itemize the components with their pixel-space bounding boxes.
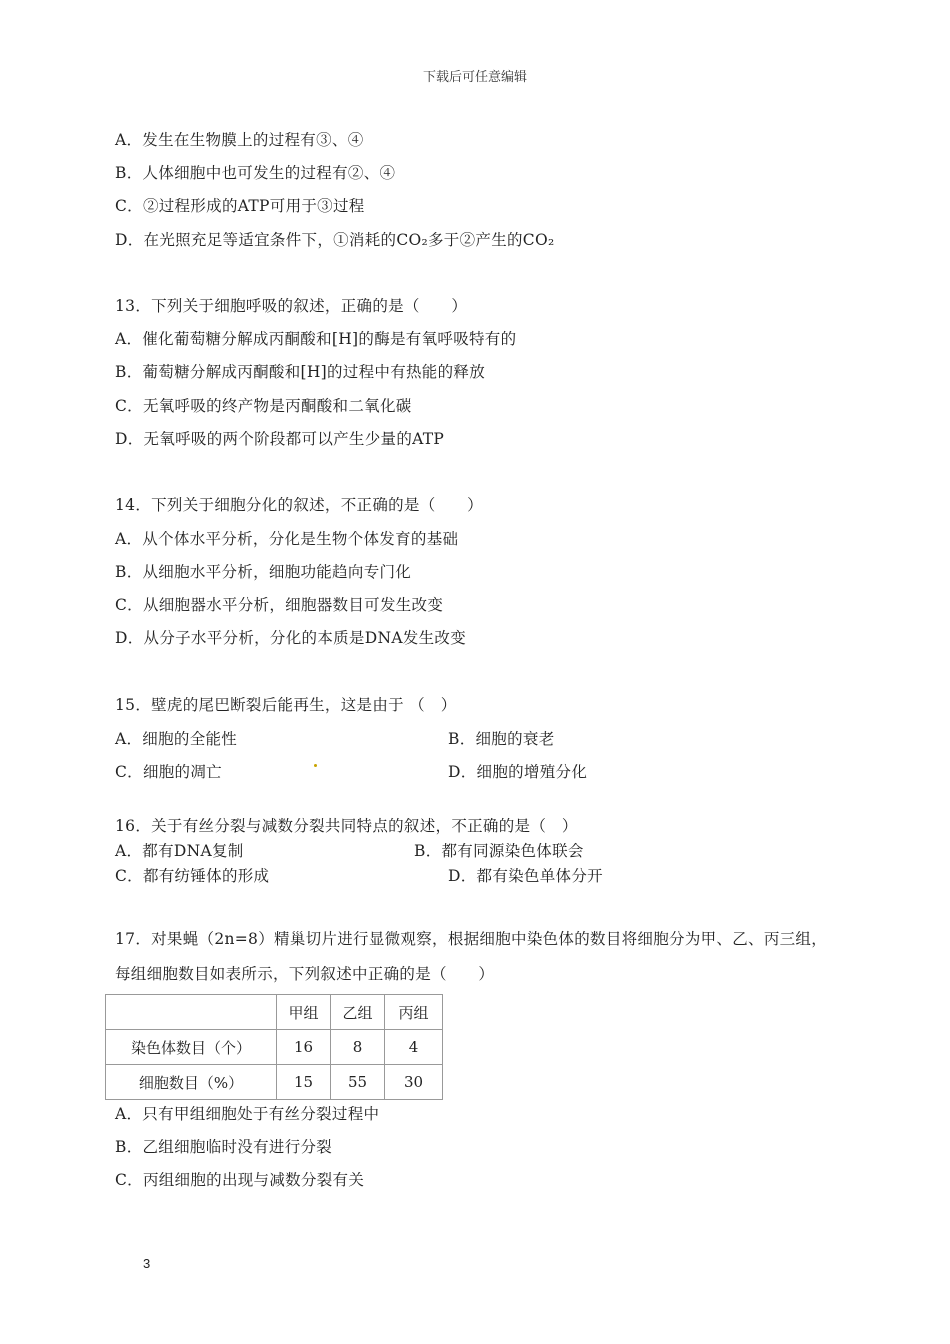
q17-stem-line1: 17．对果蝇（2n=8）精巢切片进行显微观察，根据细胞中染色体的数目将细胞分为甲、乙、丙三组， <box>115 930 828 948</box>
q12-option-d: D．在光照充足等适宜条件下，①消耗的CO₂多于②产生的CO₂ <box>115 231 555 249</box>
table-header-cell <box>106 995 277 1030</box>
q15-stem: 15．壁虎的尾巴断裂后能再生，这是由于 （ ） <box>115 696 457 714</box>
table-cell: 55 <box>331 1065 385 1100</box>
q17-option-c: C．丙组细胞的出现与减数分裂有关 <box>115 1171 365 1189</box>
table-header-row <box>106 995 443 1030</box>
cell-count-table <box>105 994 443 1100</box>
table-cell: 16 <box>277 1030 331 1065</box>
table-cell: 15 <box>277 1065 331 1100</box>
table-header-cell: 丙组 <box>385 995 443 1030</box>
q14-option-a: A．从个体水平分析，分化是生物个体发育的基础 <box>115 530 459 548</box>
q16-stem: 16．关于有丝分裂与减数分裂共同特点的叙述，不正确的是（ ） <box>115 817 578 835</box>
q14-option-b: B．从细胞水平分析，细胞功能趋向专门化 <box>115 563 412 581</box>
q14-option-c: C．从细胞器水平分析，细胞器数目可发生改变 <box>115 596 444 614</box>
table-header-cell: 乙组 <box>331 995 385 1030</box>
q13-option-a: A．催化葡萄糖分解成丙酮酸和[H]的酶是有氧呼吸特有的 <box>115 330 517 348</box>
table-row <box>106 1065 443 1100</box>
table-cell: 8 <box>331 1030 385 1065</box>
stray-dot <box>314 764 317 767</box>
q13-option-c: C．无氧呼吸的终产物是丙酮酸和二氧化碳 <box>115 397 412 415</box>
q17-option-b: B．乙组细胞临时没有进行分裂 <box>115 1138 333 1156</box>
table-cell: 细胞数目（%） <box>106 1065 277 1100</box>
page-number: 3 <box>143 1256 151 1271</box>
table-cell: 30 <box>385 1065 443 1100</box>
q15-option-c: C．细胞的凋亡 <box>115 763 222 781</box>
table-cell: 染色体数目（个） <box>106 1030 277 1065</box>
q12-option-c: C．②过程形成的ATP可用于③过程 <box>115 197 365 215</box>
q13-option-d: D．无氧呼吸的两个阶段都可以产生少量的ATP <box>115 430 445 448</box>
q15-option-d: D．细胞的增殖分化 <box>448 763 588 781</box>
q17-option-a: A．只有甲组细胞处于有丝分裂过程中 <box>115 1105 380 1123</box>
q14-stem: 14．下列关于细胞分化的叙述，不正确的是（ ） <box>115 496 483 514</box>
q15-option-b: B．细胞的衰老 <box>448 730 555 748</box>
q13-stem: 13．下列关于细胞呼吸的叙述，正确的是（ ） <box>115 297 468 315</box>
page-header: 下载后可任意编辑 <box>422 70 527 85</box>
q13-option-b: B．葡萄糖分解成丙酮酸和[H]的过程中有热能的释放 <box>115 363 486 381</box>
q14-option-d: D．从分子水平分析，分化的本质是DNA发生改变 <box>115 629 467 647</box>
q16-option-c: C．都有纺锤体的形成 <box>115 867 270 885</box>
q16-option-a: A．都有DNA复制 <box>115 842 244 860</box>
q12-option-a: A．发生在生物膜上的过程有③、④ <box>115 131 364 149</box>
table-row <box>106 1030 443 1065</box>
q17-stem-line2: 每组细胞数目如表所示，下列叙述中正确的是（ ） <box>115 965 495 983</box>
table-cell: 4 <box>385 1030 443 1065</box>
q15-option-a: A．细胞的全能性 <box>115 730 238 748</box>
table-header-cell: 甲组 <box>277 995 331 1030</box>
q16-option-d: D．都有染色单体分开 <box>448 867 603 885</box>
q16-option-b: B．都有同源染色体联会 <box>414 842 584 860</box>
q12-option-b: B．人体细胞中也可发生的过程有②、④ <box>115 164 396 182</box>
